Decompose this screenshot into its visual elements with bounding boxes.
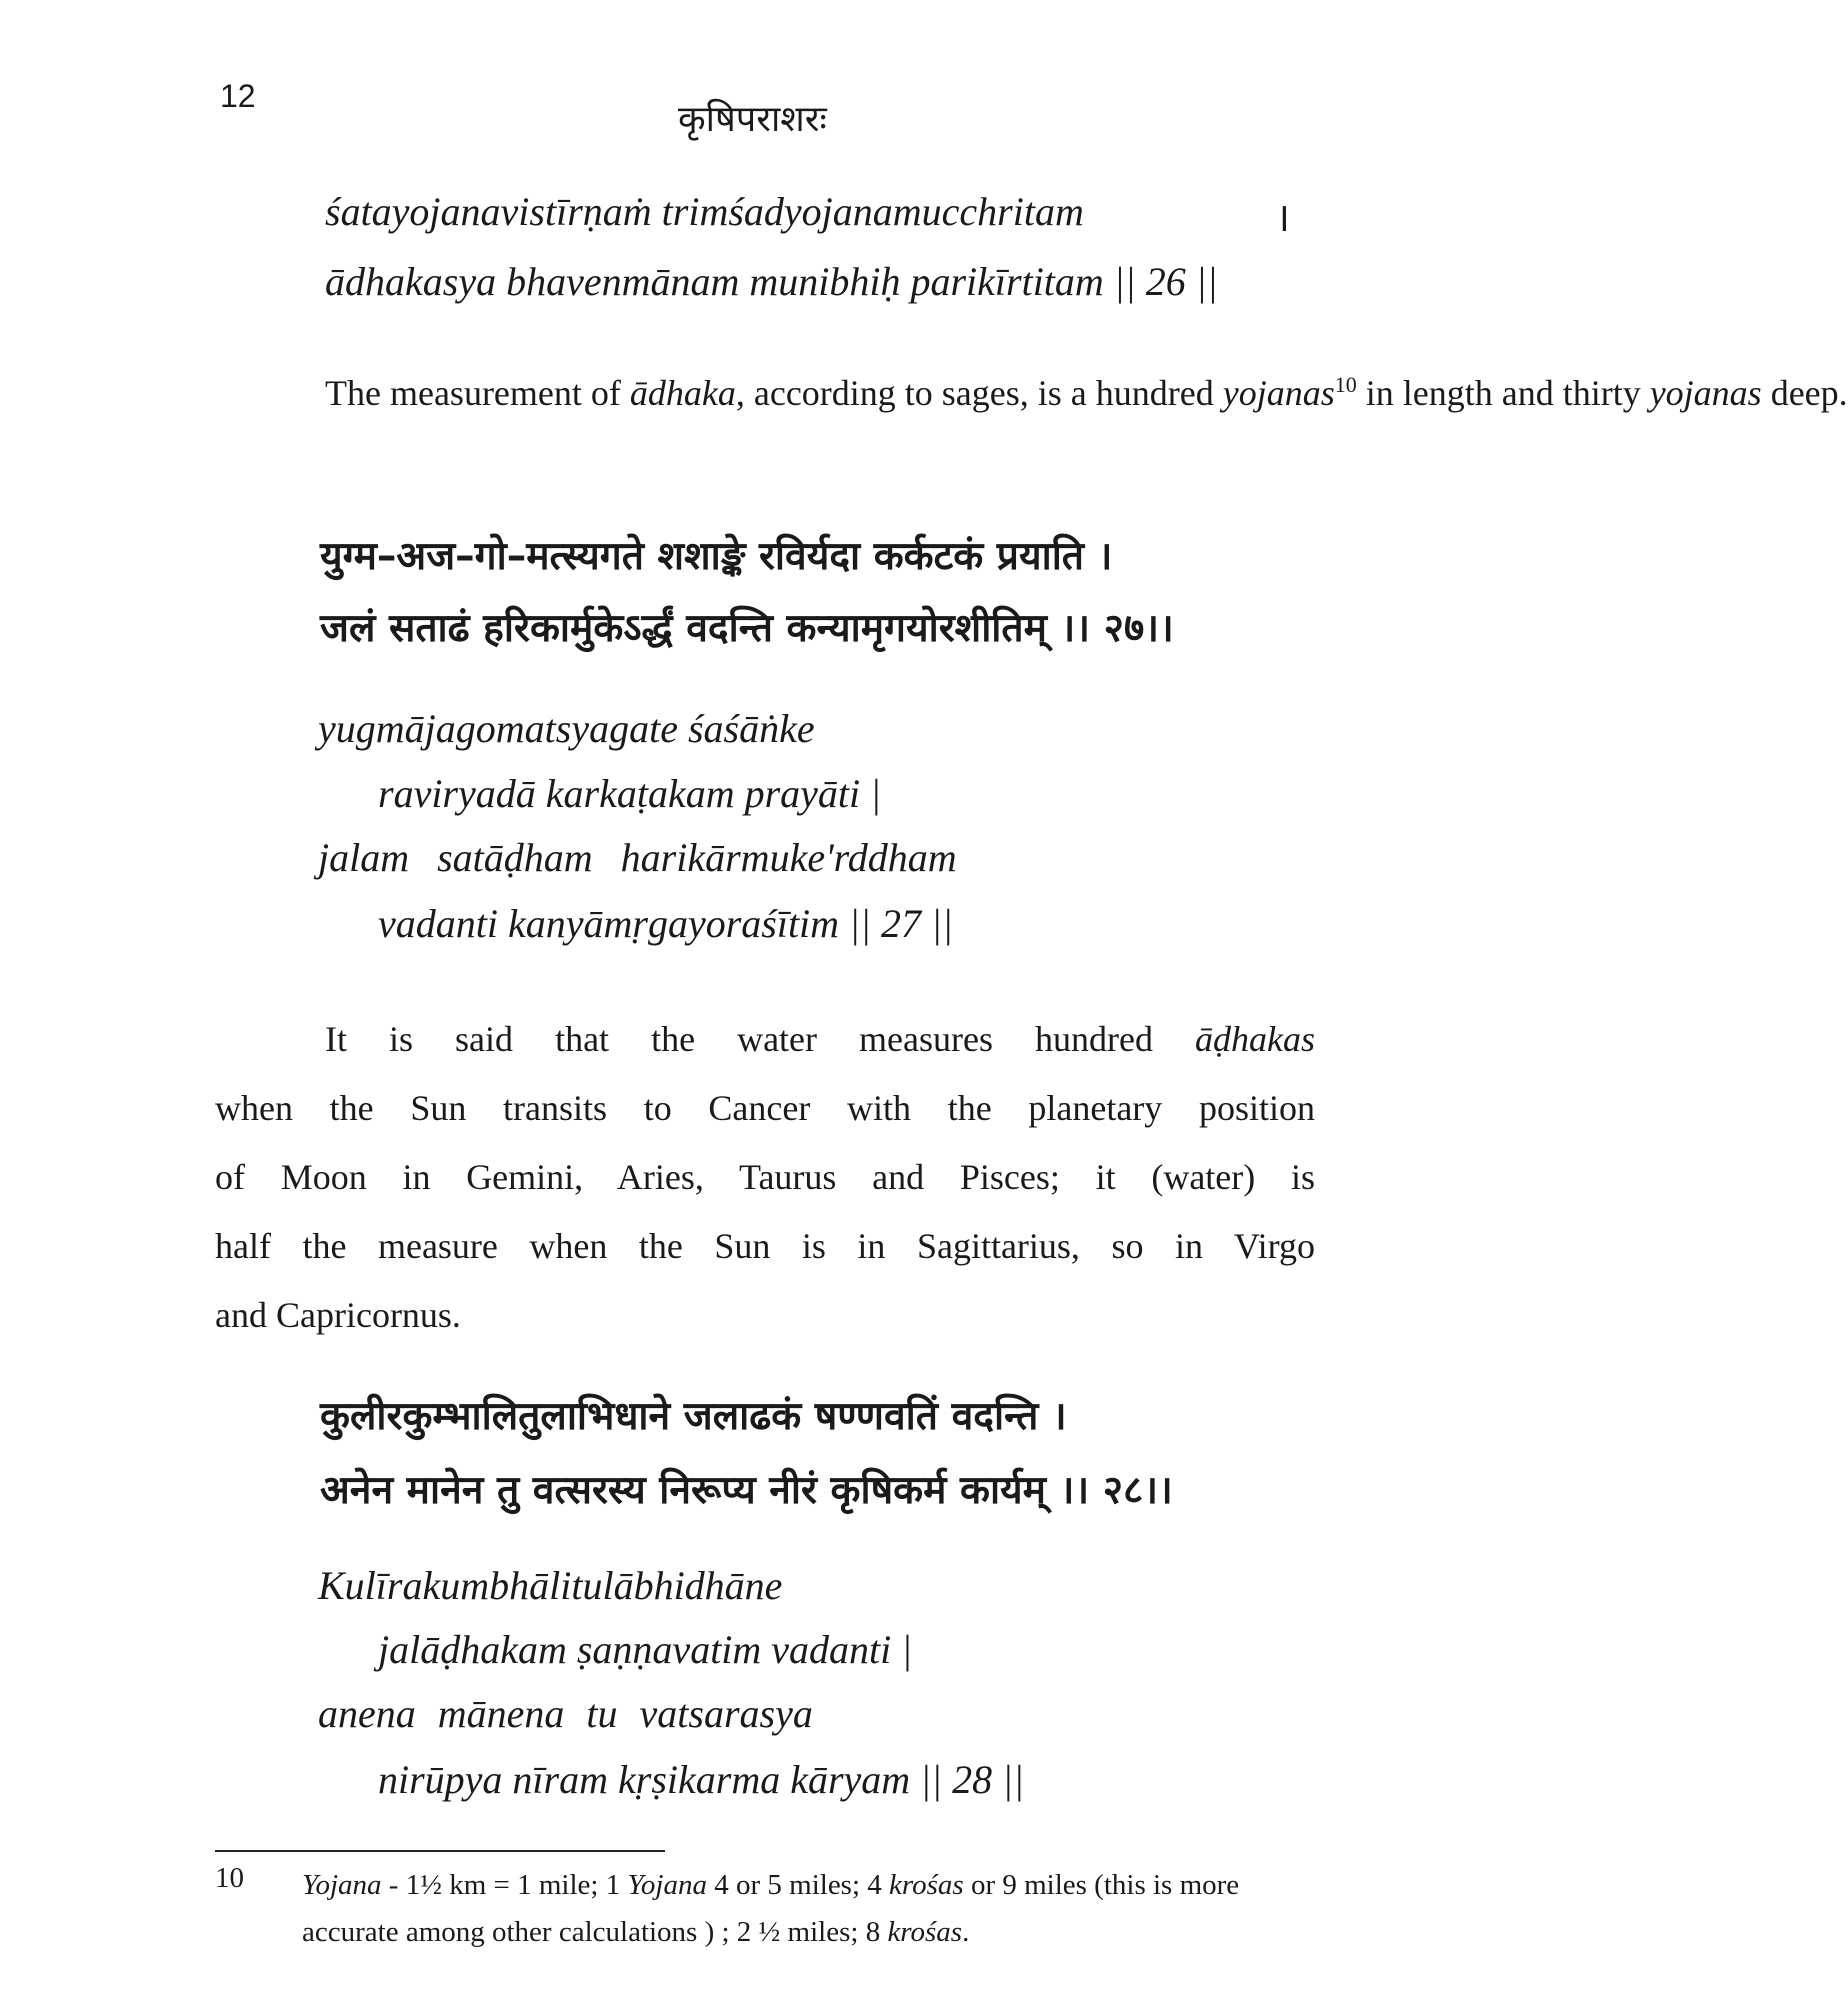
text: - 1½ km = 1 mile; 1 xyxy=(381,1869,628,1901)
text: in length and thirty xyxy=(1356,373,1650,413)
term-yojana: Yojana xyxy=(302,1869,382,1901)
verse-27-devanagari-line-1: युग्म–अज–गो–मत्स्यगते शशाङ्के रविर्यदा कर्कटकं प्रयाति । xyxy=(320,534,1113,579)
verse-26-translit-line-2: ādhakasya bhavenmānam munibhiḥ parikīrtitam || 26 || xyxy=(325,259,1218,304)
verse-27-translit-line-3: jalam satāḍham harikārmuke'rddham xyxy=(318,835,957,880)
verse-27-devanagari-line-2: जलं सताढं हरिकार्मुकेऽर्द्धं वदन्ति कन्यामृगयोरशीतिम् ।। २७।। xyxy=(320,606,1174,651)
text: . xyxy=(962,1916,970,1948)
term-krosas: krośas xyxy=(889,1869,964,1901)
verse-27-translit-line-1: yugmājagomatsyagate śaśāṅke xyxy=(318,706,815,751)
translation-27-line-5: and Capricornus. xyxy=(215,1295,461,1335)
verse-27-translit-line-4: vadanti kanyāmṛgayoraśītim || 27 || xyxy=(378,901,954,946)
verse-28-translit-line-2: jalāḍhakam ṣaṇṇavatim vadanti | xyxy=(378,1627,913,1672)
text: or 9 miles (this is more accurate among other calculations ) ; 2 ½ miles; 8 xyxy=(302,1869,1240,1948)
term-adhaka: ādhaka xyxy=(629,373,736,413)
footnote-rule xyxy=(215,1850,665,1852)
text: The measurement of xyxy=(325,373,630,413)
verse-26-translit-line-1: śatayojanavistīrṇaṁ trimśadyojanamucchritam xyxy=(325,189,1084,234)
term-yojanas: yojanas xyxy=(1222,373,1335,413)
term-adhakas: āḍhakas xyxy=(1195,1019,1315,1059)
running-title: कृषिपराशरः xyxy=(678,99,827,140)
footnote-marker[interactable]: 10 xyxy=(1334,372,1357,397)
verse-28-translit-line-4: nirūpya nīram kṛṣikarma kāryam || 28 || xyxy=(378,1757,1025,1802)
translation-27 xyxy=(215,1005,1315,1350)
verse-26-danda: । xyxy=(1275,195,1291,240)
text: It is said that the water measures hundred xyxy=(325,1019,1195,1059)
verse-28-translit-line-1: Kulīrakumbhālitulābhidhāne xyxy=(318,1563,783,1608)
text: , according to sages, is a hundred xyxy=(735,373,1223,413)
translation-27-line-4: half the measure when the Sun is in Sagittarius, so in Virgo xyxy=(215,1226,1315,1266)
term-yojana: Yojana xyxy=(627,1869,707,1901)
text: deep. xyxy=(1761,373,1848,413)
footnote-text xyxy=(302,1862,1317,1956)
text: 4 or 5 miles; 4 xyxy=(706,1869,890,1901)
translation-26 xyxy=(215,350,1848,428)
translation-27-line-3: of Moon in Gemini, Aries, Taurus and Pisces; it (water) is xyxy=(215,1157,1315,1197)
footnote-number: 10 xyxy=(215,1862,244,1894)
verse-27-translit-line-2: raviryadā karkaṭakam prayāti | xyxy=(378,771,882,816)
term-yojanas: yojanas xyxy=(1649,373,1762,413)
verse-28-devanagari-line-2: अनेन मानेन तु वत्सरस्य निरूप्य नीरं कृषिकर्म कार्यम् ।। २८।। xyxy=(320,1468,1173,1513)
translation-27-line-2: when the Sun transits to Cancer with the planetary position xyxy=(215,1088,1315,1128)
term-krosas: krośas xyxy=(887,1916,963,1948)
page-number: 12 xyxy=(220,78,256,114)
verse-28-devanagari-line-1: कुलीरकुम्भालितुलाभिधाने जलाढकं षण्णवतिं वदन्ति । xyxy=(320,1394,1067,1439)
verse-28-translit-line-3: anena mānena tu vatsarasya xyxy=(318,1691,813,1736)
